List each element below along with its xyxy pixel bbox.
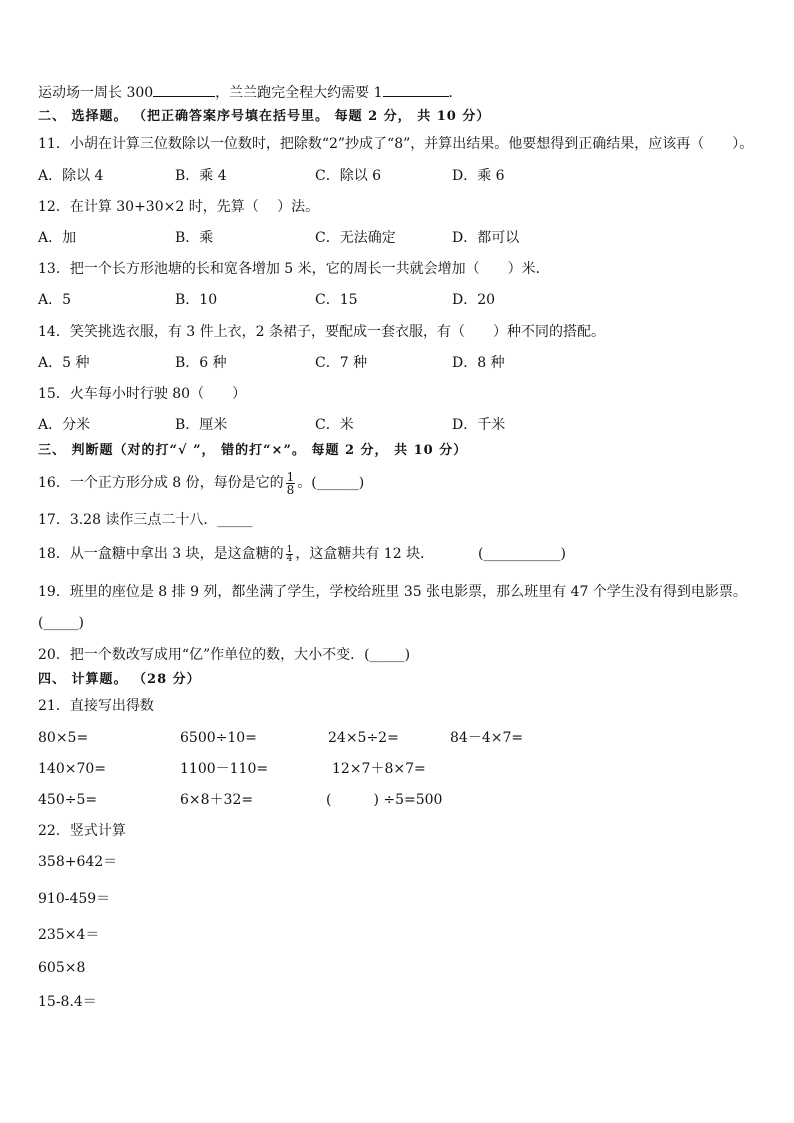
option-a: A．除以 4 (38, 168, 104, 184)
question-21-title: 21．直接写出得数 (38, 698, 154, 714)
calc-item: 140×70= (38, 761, 106, 777)
fraction: $\frac{1}{4}$ (286, 544, 293, 564)
section-heading-calculation: 四、 计算题。 （28 分） (38, 672, 201, 687)
option-b: B．10 (175, 292, 218, 308)
calc-item: 6×8＋32= (180, 792, 254, 808)
option-c: C．米 (315, 417, 354, 433)
question-17: 17．3.28 读作三点二十八．_____ (38, 512, 253, 528)
option-b: B．6 种 (175, 355, 227, 371)
question-11: 11．小胡在计算三位数除以一位数时，把除数“2”抄成了“8”，并算出结果。他要想得到正确结果，应该再（ ）。 (38, 136, 754, 152)
option-a: A．5 种 (38, 355, 90, 371)
option-d: D．20 (452, 292, 496, 308)
question-14: 14．笑笑挑选衣服，有 3 件上衣，2 条裙子，要配成一套衣服，有（ ）种不同的搭配。 (38, 324, 605, 340)
option-d: D．乘 6 (452, 168, 505, 184)
option-a: A．分米 (38, 417, 91, 433)
calc-item: 24×5÷2= (328, 730, 399, 746)
option-a: A．5 (38, 292, 72, 308)
calc-item: 1100－110= (180, 761, 269, 777)
question-20: 20．把一个数改写成用“亿”作单位的数，大小不变．(_____) (38, 647, 411, 663)
vertical-calc-item: 235×4＝ (38, 927, 100, 943)
question-18: 18．从一盒糖中拿出 3 块，是这盒糖的 $\frac{1}{4}$ ，这盒糖共有 12 块． (38, 544, 435, 564)
option-c: C．15 (315, 292, 358, 308)
calc-item: 450÷5= (38, 792, 98, 808)
section-heading-choice: 二、 选择题。 （把正确答案序号填在括号里。 每题 2 分， 共 10 分） (38, 109, 491, 124)
calc-item: 6500÷10= (180, 730, 257, 746)
question-15: 15．火车每小时行驶 80（ ） (38, 386, 247, 402)
vertical-calc-item: 605×8 (38, 960, 86, 976)
option-c: C．7 种 (315, 355, 368, 371)
section-heading-judgement: 三、 判断题（对的打“√ ”， 错的打“×”。 每题 2 分， 共 10 分） (38, 443, 468, 458)
calc-item: ( ) ÷5=500 (326, 792, 443, 808)
calc-item: 80×5= (38, 730, 89, 746)
question-16: 16．一个正方形分成 8 份，每份是它的 $\frac{1}{8}$ 。(______) (38, 469, 365, 497)
fraction: $\frac{1}{8}$ (286, 469, 295, 497)
answer-blank[interactable]: (_____) (38, 615, 84, 631)
vertical-calc-item: 358+642＝ (38, 854, 118, 870)
option-c: C．无法确定 (315, 230, 396, 246)
answer-blank[interactable] (383, 82, 449, 97)
calc-item: 84－4×7= (450, 730, 524, 746)
option-d: D．都可以 (452, 230, 520, 246)
question-13: 13．把一个长方形池塘的长和宽各增加 5 米，它的周长一共就会增加（ ）米． (38, 261, 550, 277)
option-b: B．乘 4 (175, 168, 227, 184)
calc-item: 12×7＋8×7= (332, 761, 426, 777)
question-12: 12．在计算 30+30×2 时，先算（ ）法。 (38, 199, 320, 215)
option-d: D．千米 (452, 417, 506, 433)
vertical-calc-item: 910-459＝ (38, 891, 111, 907)
fill-in-question-line: 运动场一周长 300 ，兰兰跑完全程大约需要 1 ． (38, 82, 463, 102)
vertical-calc-item: 15-8.4＝ (38, 994, 97, 1010)
option-d: D．8 种 (452, 355, 505, 371)
option-b: B．厘米 (175, 417, 228, 433)
option-b: B．乘 (175, 230, 214, 246)
question-22-title: 22．竖式计算 (38, 823, 126, 839)
answer-blank[interactable]: (___________) (478, 546, 566, 562)
option-c: C．除以 6 (315, 168, 382, 184)
answer-blank[interactable] (153, 82, 215, 97)
option-a: A．加 (38, 230, 77, 246)
question-19: 19．班里的座位是 8 排 9 列，都坐满了学生，学校给班里 35 张电影票，那么班里有 47 个学生没有得到电影票。 (38, 584, 747, 600)
